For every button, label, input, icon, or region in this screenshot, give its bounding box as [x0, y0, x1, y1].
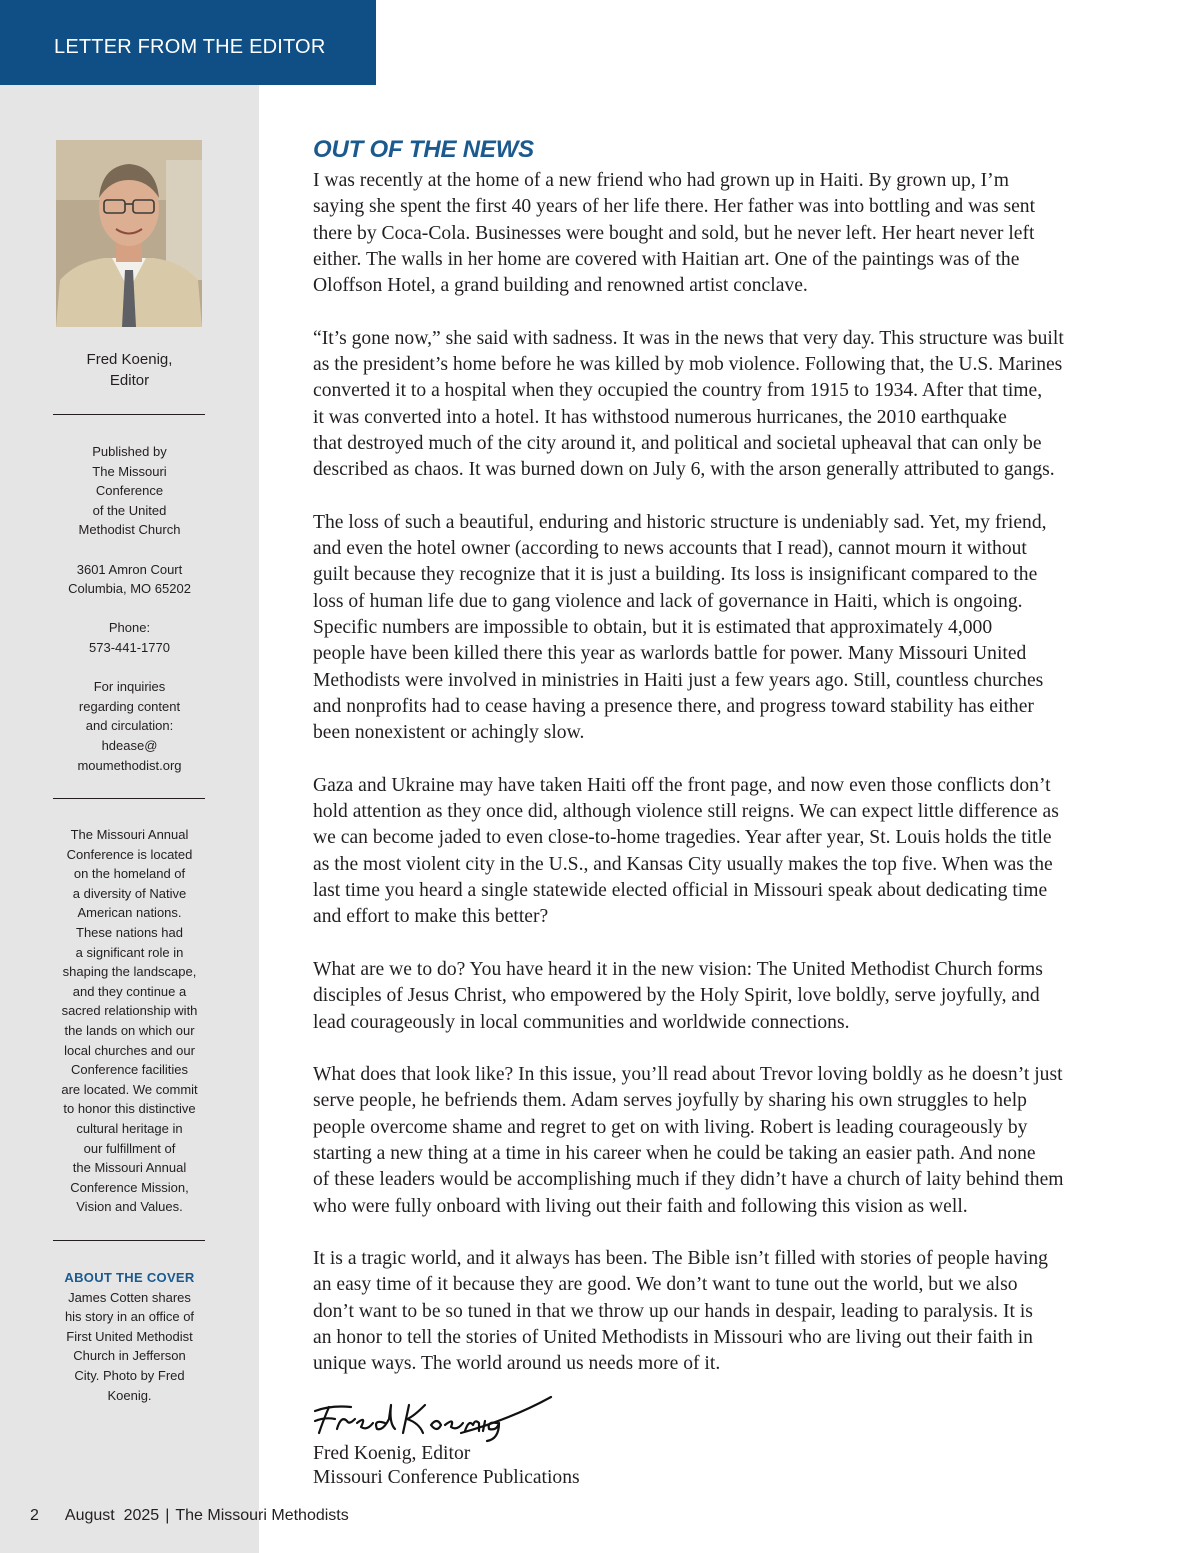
article-line: disciples of Jesus Christ, who empowered by the Holy Spirit, love boldly, serve joyfully, and [313, 985, 1040, 1007]
published-line: The Missouri [92, 463, 167, 479]
section-header-band [0, 0, 376, 85]
inquiries-line: regarding content [78, 698, 181, 714]
article-line: people overcome shame and regret to get on with living. Robert is leading courageously by [313, 1116, 1028, 1138]
article-title: OUT OF THE NEWS [313, 136, 534, 163]
about-cover-heading: ABOUT THE COVER [64, 1270, 195, 1285]
sidebar-divider [53, 1240, 205, 1241]
sidebar-divider [53, 414, 205, 415]
article-line: serve people, he befriends them. Adam serves joyfully by sharing his own struggles to help [313, 1090, 1027, 1112]
land-line: the Missouri Annual [72, 1160, 187, 1176]
sidebar-divider [53, 798, 205, 799]
land-line: are located. We commit [61, 1081, 198, 1097]
address-block [42, 560, 217, 599]
land-line: to honor this distinctive [63, 1101, 196, 1117]
inquiries-line: and circulation: [85, 718, 174, 734]
land-line: local churches and our [64, 1042, 195, 1058]
editor-portrait-photo [56, 140, 202, 327]
editor-role: Editor [109, 372, 150, 389]
article-line: guilt because they recognize that it is just a building. Its loss is insignificant compared to the [313, 564, 1038, 586]
article-line: been nonexistent or achingly slow. [313, 722, 585, 744]
article-line: starting a new thing at a time in his career when he could be taking an easier path. And none [313, 1142, 1036, 1164]
cover-line: Church in Jefferson [73, 1348, 186, 1364]
address-line: 3601 Amron Court [76, 561, 183, 577]
page-number: 2 [30, 1507, 39, 1524]
published-line: of the United [92, 502, 167, 518]
land-line: cultural heritage in [76, 1120, 183, 1136]
land-line: our fulfillment of [83, 1140, 176, 1156]
article-line: last time you heard a single statewide elected official in Missouri speak about dedicating time [313, 880, 1048, 902]
land-line: American nations. [77, 905, 182, 921]
land-line: Conference Mission, [70, 1179, 189, 1195]
article-line: The loss of such a beautiful, enduring and historic structure is undeniably sad. Yet, my friend, [313, 511, 1047, 533]
article-line: of these leaders would be accomplishing much if they didn’t have a church of laity behind them [313, 1169, 1064, 1191]
land-line: the lands on which our [64, 1022, 195, 1038]
signature-block [313, 1442, 580, 1490]
article-line: an honor to tell the stories of United Methodists in Missouri who are living out their faith in [313, 1327, 1033, 1349]
land-line: Vision and Values. [76, 1199, 183, 1215]
article-line: and nonprofits had to cease having a presence there, and progress toward stability has either [313, 695, 1034, 717]
article-line: saying she spent the first 40 years of her life there. Her father was into bottling and was sent [313, 196, 1036, 218]
article-paragraph [313, 773, 1148, 931]
cover-line: James Cotten shares [68, 1289, 191, 1305]
inquiries-email: hdease@ [101, 737, 158, 753]
phone-block [42, 618, 217, 657]
footer-separator: | [165, 1507, 170, 1524]
land-line: a significant role in [75, 944, 184, 960]
about-cover [42, 1268, 217, 1405]
published-by-block [42, 442, 217, 540]
article-line: I was recently at the home of a new friend who had grown up in Haiti. By grown up, I’m [313, 170, 1009, 191]
article-line: Specific numbers are impossible to obtain, but it is estimated that approximately 4,000 [313, 617, 993, 639]
article-line: What are we to do? You have heard it in the new vision: The United Methodist Church forms [313, 958, 1043, 980]
land-line: The Missouri Annual [70, 827, 189, 842]
cover-line: City. Photo by Fred [74, 1367, 185, 1383]
published-line: Published by [92, 444, 167, 459]
article-line: an easy time of it because they are good. We don’t want to tune out the world, but we also [313, 1274, 1018, 1296]
article-line: as the president’s home before he was killed by mob violence. Following that, the U.S. Marines [313, 354, 1063, 376]
article-line: that destroyed much of the city around it, and political and societal upheaval that can only be [313, 432, 1042, 454]
article-line: and even the hotel owner (according to news accounts that I read), cannot mourn it without [313, 538, 1027, 560]
article-line: lead courageously in local communities and worldwide connections. [313, 1011, 850, 1033]
article-line: there by Coca-Cola. Businesses were bought and sold, but he never left. Her heart never left [313, 222, 1035, 244]
page-footer [30, 1507, 349, 1525]
land-line: sacred relationship with [61, 1003, 198, 1019]
land-line: a diversity of Native [72, 885, 187, 901]
sign-organization: Missouri Conference Publications [313, 1467, 580, 1488]
article-line: hold attention as they once did, although violence still reigns. We can expect little difference as [313, 801, 1059, 823]
land-line: Conference is located [66, 846, 193, 862]
phone-number: 573-441-1770 [89, 639, 170, 655]
sign-name: Fred Koenig, Editor [313, 1443, 471, 1464]
article-line: Gaza and Ukraine may have taken Haiti off the front page, and now even those conflicts don’t [313, 774, 1051, 796]
article-line: either. The walls in her home are covered with Haitian art. One of the paintings was of the [313, 248, 1020, 270]
article-line: unique ways. The world around us needs more of it. [313, 1353, 721, 1375]
inquiries-block [42, 677, 217, 775]
inquiries-email: moumethodist.org [77, 757, 182, 773]
article-line: Oloffson Hotel, a grand building and renowned artist conclave. [313, 275, 808, 297]
land-line: These nations had [76, 924, 183, 940]
article-line: It is a tragic world, and it always has been. The Bible isn’t filled with stories of people having [313, 1248, 1048, 1270]
land-line: on the homeland of [73, 866, 186, 882]
article-line: don’t want to be so tuned in that we throw up our hands in despair, leading to paralysis. It is [313, 1300, 1033, 1322]
published-line: Methodist Church [78, 522, 181, 538]
section-label: LETTER FROM THE EDITOR [54, 36, 326, 58]
article-paragraph [313, 326, 1148, 484]
handwritten-signature [311, 1393, 561, 1443]
phone-label: Phone: [108, 620, 151, 636]
article-line: described as chaos. It was burned down on July 6, with the arson generally attributed to gangs. [313, 459, 1055, 481]
land-line: shaping the landscape, [62, 964, 197, 980]
land-line: and they continue a [72, 983, 187, 999]
article-line: “It’s gone now,” she said with sadness. It was in the news that very day. This structure was built [313, 327, 1064, 349]
masthead-info [42, 442, 217, 775]
inquiries-line: For inquiries [93, 679, 166, 695]
article-line: as the most violent city in the U.S., and Kansas City usually makes the top five. When was the [313, 853, 1053, 875]
article-line: who were fully onboard with living out their faith and following this vision as well. [313, 1195, 968, 1217]
published-line: Conference [95, 483, 164, 499]
publication-name: The Missouri Methodists [175, 1507, 349, 1524]
address-line: Columbia, MO 65202 [68, 581, 191, 597]
issue-date: August 2025 [64, 1507, 160, 1524]
article-paragraph [313, 168, 1148, 299]
editor-name: Fred Koenig, [86, 351, 173, 368]
cover-line: Koenig. [107, 1387, 152, 1403]
cover-line: First United Methodist [66, 1328, 193, 1344]
article-line: Methodists were involved in ministries in Haiti just a few years ago. Still, countless churches [313, 669, 1044, 691]
article-line: and effort to make this better? [313, 906, 549, 928]
article-body [313, 168, 1148, 1404]
article-paragraph [313, 1062, 1148, 1220]
article-line: loss of human life due to gang violence and lack of governance in Haiti, which is ongoing. [313, 590, 1023, 612]
land-line: Conference facilities [70, 1062, 189, 1078]
article-line: it was converted into a hotel. It has withstood numerous hurricanes, the 2010 earthquake [313, 406, 1007, 428]
article-line: converted it to a hospital when they occupied the country from 1915 to 1934. After that time, [313, 380, 1043, 402]
cover-line: his story in an office of [64, 1309, 195, 1325]
article-paragraph [313, 957, 1148, 1036]
article-paragraph [313, 1246, 1148, 1377]
editor-caption [42, 349, 217, 391]
land-acknowledgment [42, 825, 217, 1217]
article-line: What does that look like? In this issue, you’ll read about Trevor loving boldly as he doesn’t just [313, 1064, 1063, 1086]
article-line: we can become jaded to even close-to-home tragedies. Year after year, St. Louis holds the title [313, 827, 1052, 849]
article-line: people have been killed there this year as warlords battle for power. Many Missouri United [313, 643, 1027, 665]
article-paragraph [313, 510, 1148, 747]
